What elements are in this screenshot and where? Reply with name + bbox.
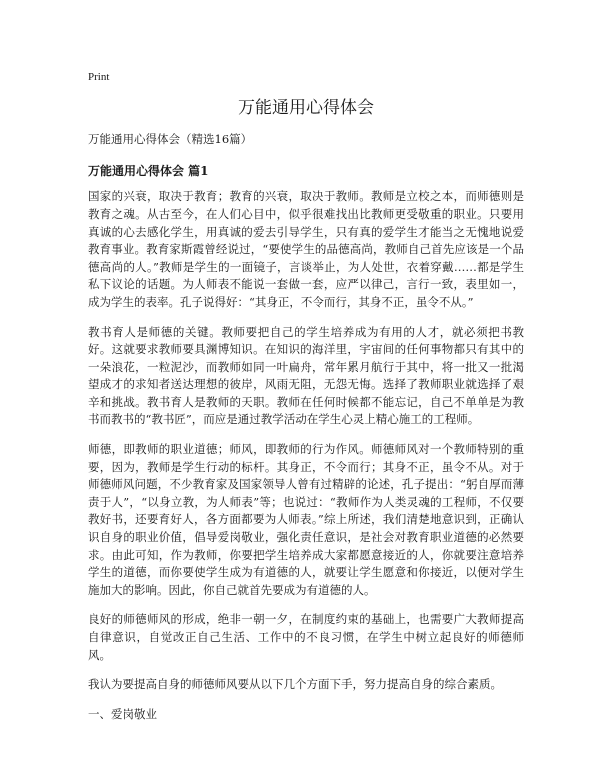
paragraph-5: 我认为要提高自身的师德师风要从以下几个方面下手，努力提高自身的综合素质。: [88, 677, 502, 692]
document-title: 万能通用心得体会: [238, 98, 374, 119]
paragraph-2: 教书育人是师德的关键。教师要把自己的学生培养成为有用的人才，就必须把书教好。这就要求教师要具渊博知识。在知识的海洋里，宇宙间的任何事物都只有其中的一朵浪花，一粒泥沙，而教师如同一叶扁舟，常年累月航行于其中，将一批又一批渴望成才的求知者送达理想的彼岸，风雨无阻，无怨无悔。选择了教师职业就选择了艰辛和挑战。教书育人是教师的天职。教师在任何时候都不能忘记，自己不单单是为教书而教书的“教书匠”，而应是通过教学活动在学生心灵上精心施工的工程师。: [88, 324, 524, 427]
subheading-love-job: 一、爱岗敬业: [88, 706, 157, 721]
print-label: Print: [88, 71, 110, 83]
section-heading: 万能通用心得体会 篇1: [88, 164, 209, 179]
document-subtitle: 万能通用心得体会（精选16篇）: [88, 132, 253, 147]
paragraph-3: 师德，即教师的职业道德；师风，即教师的行为作风。师德师风对一个教师特别的重要，因为，教师是学生行动的标杆。其身正，不令而行；其身不正，虽令不从。对于师德师风问题，不少教育家及国家领导人曾有过精辟的论述，孔子提出：“躬自厚而薄责于人”，“以身立教，为人师表”等；也说过：“教师作为人类灵魂的工程师，不仅要教好书，还要育好人，各方面都要为人师表。”综上所述，我们清楚地意识到，正确认识自身的职业价值，倡导爱岗敬业，强化责任意识，是社会对教育职业道德的必然要求。由此可知，作为教师，你要把学生培养成大家都愿意接近的人，你就要注意培养学生的道德，而你要使学生成为有道德的人，就要让学生愿意和你接近，以便对学生施加大的影响。因此，你自己就首先要成为有道德的人。: [88, 442, 524, 597]
paragraph-4: 良好的师德师风的形成，绝非一朝一夕，在制度约束的基础上，也需要广大教师提高自律意识，自觉改正自己生活、工作中的不良习惯，在学生中树立起良好的师德师风。: [88, 612, 524, 662]
paragraph-1: 国家的兴衰，取决于教育；教育的兴衰，取决于教师。教师是立校之本，而师德则是教育之魂。从古至今，在人们心目中，似乎很难找出比教师更受敬重的职业。只要用真诚的心去感化学生，用真诚的爱去引导学生，只有真的爱学生才能当之无愧地说爱教育事业。教育家斯霞曾经说过，“要使学生的品德高尚，教师自己首先应该是一个品德高尚的人。”教师是学生的一面镜子，言谈举止，为人处世，衣着穿戴……都是学生私下议论的话题。为人师表不能说一套做一套，应严以律己，言行一致，表里如一，成为学生的表率。孔子说得好：“其身正，不令而行，其身不正，虽令不从。”: [88, 189, 524, 309]
